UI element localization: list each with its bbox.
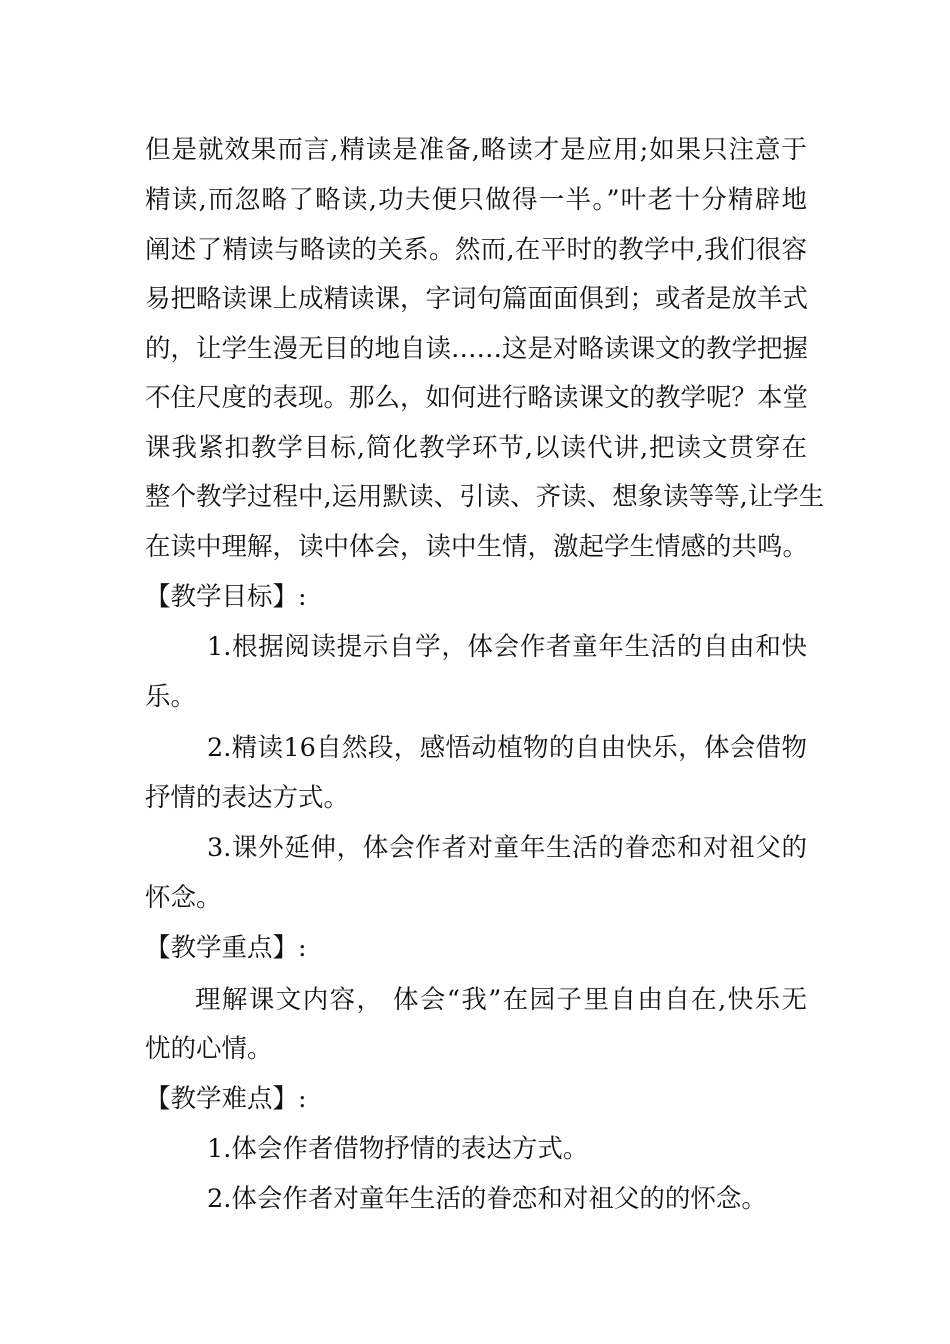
intro-line-8: 整个教学过程中,运用默读、引读、齐读、想象读等等,让学生 bbox=[145, 482, 825, 512]
objective-1-line-2: 乐。 bbox=[145, 682, 197, 712]
intro-line-2: 精读,而忽略了略读,功夫便只做得一半。”叶老十分精辟地 bbox=[145, 185, 807, 215]
objective-2-line-2: 抒情的表达方式。 bbox=[145, 783, 350, 813]
intro-line-9: 在读中理解，读中体会，读中生情，激起学生情感的共鸣。 bbox=[145, 532, 809, 562]
intro-line-4: 易把略读课上成精读课，字词句篇面面俱到；或者是放羊式 bbox=[145, 284, 809, 314]
difficulty-1: 1.体会作者借物抒情的表达方式。 bbox=[207, 1134, 589, 1164]
difficulties-heading: 【教学难点】: bbox=[145, 1084, 307, 1114]
objectives-heading: 【教学目标】: bbox=[145, 582, 307, 612]
difficulty-2: 2.体会作者对童年生活的眷恋和对祖父的的怀念。 bbox=[207, 1184, 767, 1214]
objective-2-line-1: 2.精读16自然段，感悟动植物的自由快乐，体会借物 bbox=[207, 733, 807, 763]
key-points-line-1: 理解课文内容， 体会“我”在园子里自由自在,快乐无 bbox=[195, 985, 807, 1015]
intro-line-3: 阐述了精读与略读的关系。然而,在平时的教学中,我们很容 bbox=[145, 235, 807, 265]
key-points-heading: 【教学重点】: bbox=[145, 933, 307, 963]
objective-1-line-1: 1.根据阅读提示自学，体会作者童年生活的自由和快 bbox=[207, 632, 807, 662]
objective-3-line-1: 3.课外延伸，体会作者对童年生活的眷恋和对祖父的 bbox=[207, 833, 807, 863]
intro-line-7: 课我紧扣教学目标,简化教学环节,以读代讲,把读文贯穿在 bbox=[145, 433, 807, 463]
intro-line-5: 的，让学生漫无目的地自读……这是对略读课文的教学把握 bbox=[145, 334, 809, 364]
intro-line-1: 但是就效果而言,精读是准备,略读才是应用;如果只注意于 bbox=[145, 135, 807, 165]
intro-line-6: 不住尺度的表现。那么，如何进行略读课文的教学呢？本堂 bbox=[145, 383, 809, 413]
key-points-line-2: 忧的心情。 bbox=[145, 1034, 273, 1064]
objective-3-line-2: 怀念。 bbox=[145, 883, 222, 913]
